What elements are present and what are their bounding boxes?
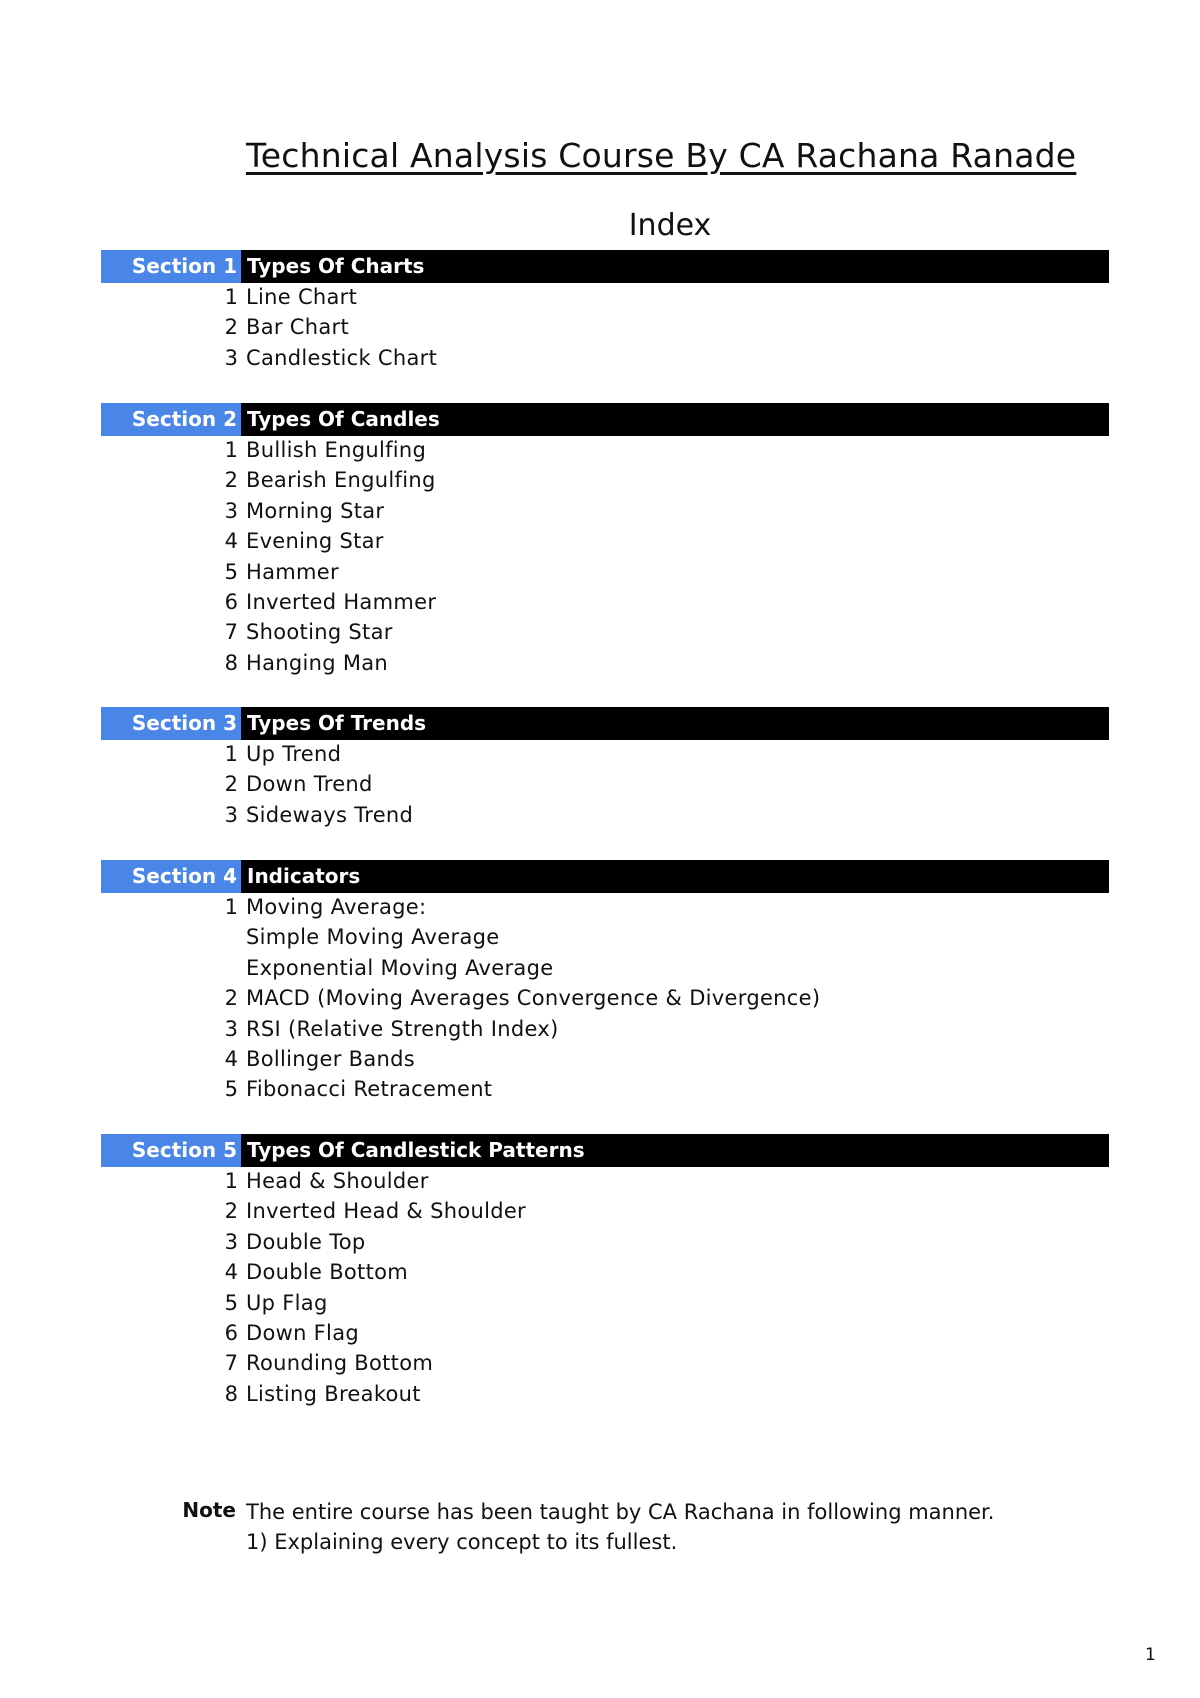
section-title: Types Of Candles	[241, 403, 1109, 436]
index-item	[0, 648, 1100, 678]
index-item	[0, 312, 1100, 342]
item-text: Inverted Hammer	[246, 590, 437, 614]
item-number: 8	[224, 1381, 238, 1406]
item-text: Fibonacci Retracement	[246, 1077, 493, 1102]
index-item	[0, 1166, 1100, 1196]
item-number: 1	[224, 742, 238, 766]
item-number: 1	[224, 285, 238, 309]
section-label: Section 4	[101, 860, 241, 893]
item-number: 3	[224, 1229, 238, 1254]
section-title: Types Of Trends	[241, 707, 1109, 740]
index-item	[0, 1227, 1100, 1257]
item-number: 3	[224, 345, 238, 370]
section-header	[101, 250, 1109, 283]
item-text: Moving Average:	[246, 895, 427, 919]
index-item	[0, 1288, 1100, 1318]
item-number: 2	[224, 315, 238, 340]
index-item	[0, 1379, 1100, 1409]
item-number: 5	[224, 559, 238, 584]
index-item	[0, 617, 1100, 647]
index-heading: Index	[628, 208, 712, 243]
section-title: Types Of Candlestick Patterns	[241, 1134, 1109, 1167]
item-text: Bollinger Bands	[246, 1047, 415, 1071]
note-label: Note	[182, 1498, 236, 1522]
item-number: 2	[224, 468, 238, 493]
section-header	[101, 860, 1109, 893]
item-number: 6	[224, 590, 238, 614]
section-label: Section 2	[101, 403, 241, 436]
section-label: Section 3	[101, 707, 241, 740]
item-text: Up Flag	[246, 1290, 328, 1315]
index-item	[0, 769, 1100, 799]
item-text: Bullish Engulfing	[246, 438, 427, 462]
index-item	[0, 1044, 1100, 1074]
section-header	[101, 403, 1109, 436]
item-text: Double Top	[246, 1229, 366, 1254]
item-number: 2	[224, 1199, 238, 1224]
item-text: Up Trend	[246, 742, 342, 766]
index-item	[0, 496, 1100, 526]
item-text: Hanging Man	[246, 650, 389, 675]
note-line: 1) Explaining every concept to its fullest.	[246, 1530, 678, 1554]
index-item	[0, 1348, 1100, 1378]
section-label: Section 1	[101, 250, 241, 283]
document-title: Technical Analysis Course By CA Rachana Ranade	[246, 136, 1077, 175]
item-text: Exponential Moving Average	[246, 955, 554, 980]
item-number: 1	[224, 895, 238, 919]
index-item	[0, 953, 1100, 983]
item-text: Bearish Engulfing	[246, 468, 436, 493]
item-text: Down Flag	[246, 1321, 359, 1345]
item-number: 7	[224, 1351, 238, 1376]
index-item	[0, 1257, 1100, 1287]
item-text: MACD (Moving Averages Convergence & Divergence)	[246, 986, 821, 1011]
item-text: Simple Moving Average	[246, 925, 500, 950]
index-item	[0, 465, 1100, 495]
section-title: Types Of Charts	[241, 250, 1109, 283]
item-number: 3	[224, 498, 238, 523]
item-text: Head & Shoulder	[246, 1169, 429, 1193]
item-text: Evening Star	[246, 529, 384, 554]
index-item	[0, 1014, 1100, 1044]
item-number: 4	[224, 1260, 238, 1285]
item-text: Morning Star	[246, 498, 385, 523]
item-text: Listing Breakout	[246, 1381, 421, 1406]
index-item	[0, 587, 1100, 617]
section-label: Section 5	[101, 1134, 241, 1167]
item-text: Double Bottom	[246, 1260, 409, 1285]
section-header	[101, 1134, 1109, 1167]
item-number: 5	[224, 1290, 238, 1315]
item-text: Candlestick Chart	[246, 345, 438, 370]
item-text: Line Chart	[246, 285, 358, 309]
item-number: 3	[224, 1016, 238, 1041]
index-item	[0, 739, 1100, 769]
index-item	[0, 892, 1100, 922]
item-text: Rounding Bottom	[246, 1351, 434, 1376]
index-item	[0, 282, 1100, 312]
index-item	[0, 1318, 1100, 1348]
index-item	[0, 1196, 1100, 1226]
index-item	[0, 983, 1100, 1013]
item-text: Down Trend	[246, 772, 373, 797]
index-item	[0, 1074, 1100, 1104]
item-number: 2	[224, 772, 238, 797]
item-number: 4	[224, 1047, 238, 1071]
index-item	[0, 526, 1100, 556]
item-number: 5	[224, 1077, 238, 1102]
index-item	[0, 800, 1100, 830]
index-item	[0, 435, 1100, 465]
index-item	[0, 557, 1100, 587]
item-text: Hammer	[246, 559, 339, 584]
item-text: Bar Chart	[246, 315, 349, 340]
item-number: 2	[224, 986, 238, 1011]
index-item	[0, 922, 1100, 952]
item-number: 3	[224, 802, 238, 827]
section-title: Indicators	[241, 860, 1109, 893]
item-number: 1	[224, 1169, 238, 1193]
item-number: 1	[224, 438, 238, 462]
item-number: 6	[224, 1321, 238, 1345]
item-text: Shooting Star	[246, 620, 393, 645]
item-text: Sideways Trend	[246, 802, 414, 827]
index-item	[0, 343, 1100, 373]
item-text: RSI (Relative Strength Index)	[246, 1016, 559, 1041]
page-number: 1	[1145, 1645, 1156, 1665]
item-number: 7	[224, 620, 238, 645]
item-number: 4	[224, 529, 238, 554]
section-header	[101, 707, 1109, 740]
note-line: The entire course has been taught by CA Rachana in following manner.	[246, 1500, 995, 1524]
item-text: Inverted Head & Shoulder	[246, 1199, 526, 1224]
item-number: 8	[224, 650, 238, 675]
